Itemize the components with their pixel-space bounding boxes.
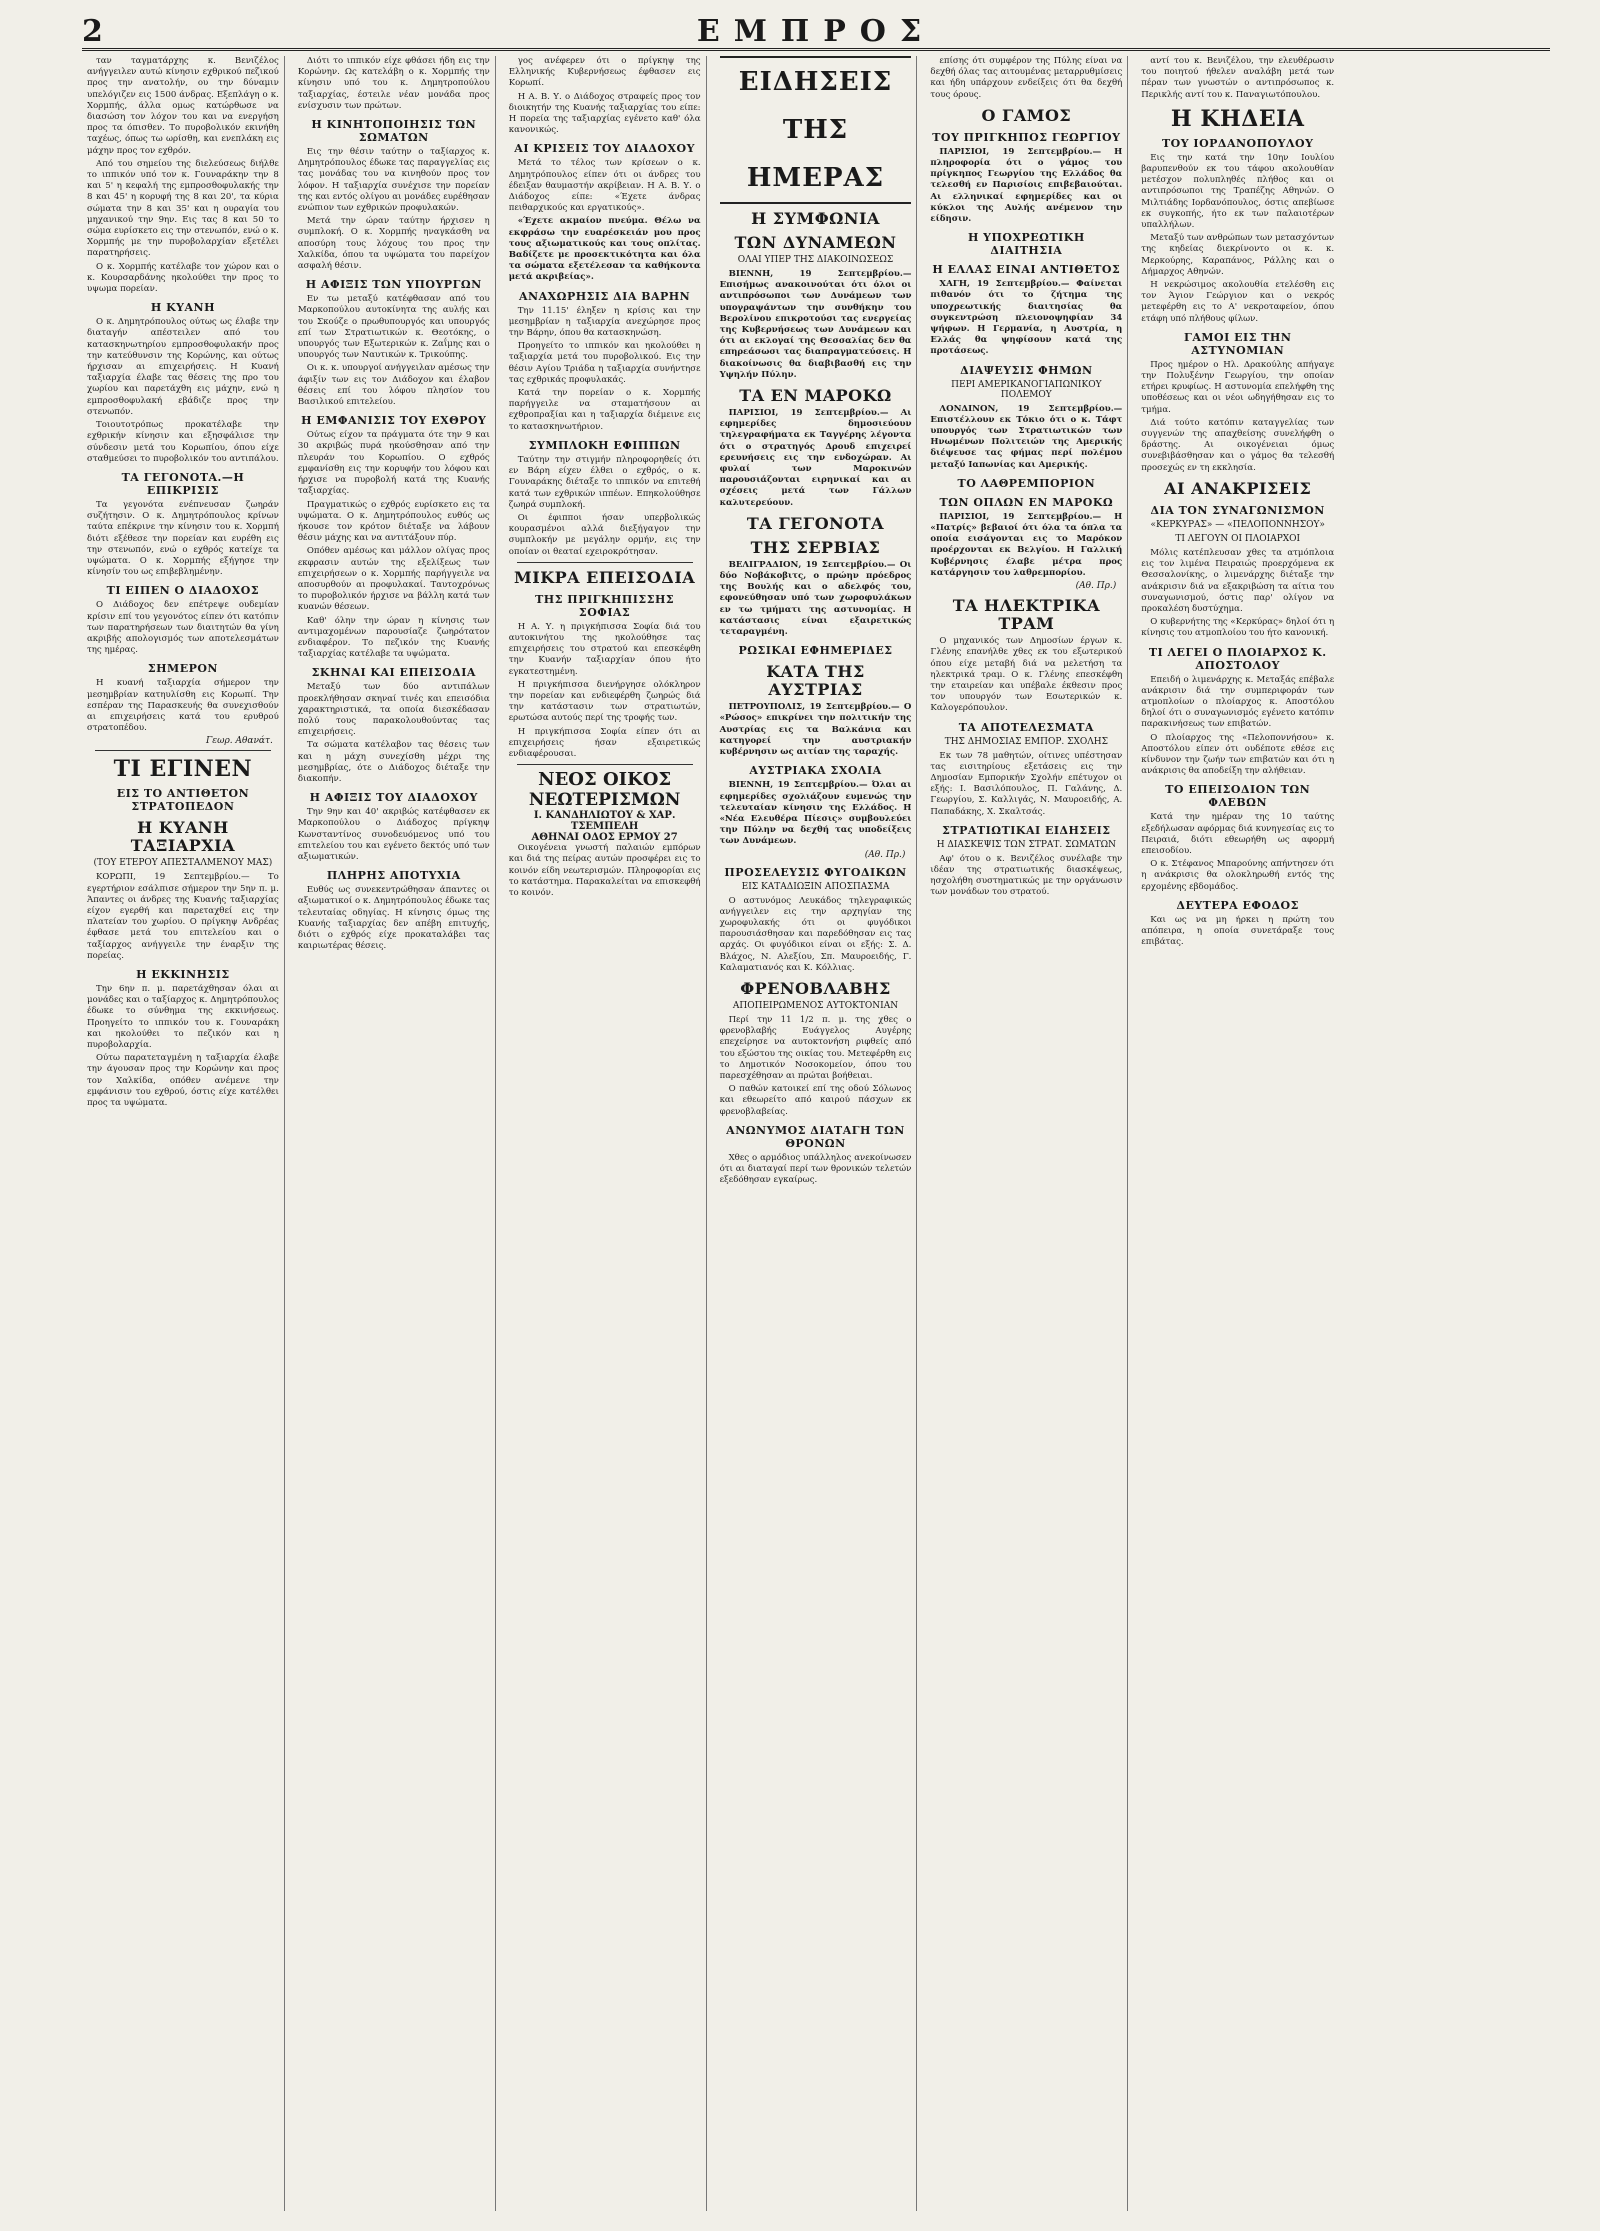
- article-text: γος ανέφερεν ότι ο πρίγκηψ της Ελληνικής Κυβερνήσεως έφθασεν εις Κορωπί.: [508, 56, 701, 89]
- article-text: Προηγείτο το ιππικόν και ηκολούθει η ταξιαρχία μετά του πυροβολικού. Εις την θέσιν Αγίου Τριάδα η ταξιαρχία συνήντησε τας εχθρικάς προφυλακάς.: [508, 341, 701, 385]
- section-heading: ΤΙ ΛΕΓΕΙ Ο ΠΛΟΙΑΡΧΟΣ Κ. ΑΠΟΣΤΟΛΟΥ: [1148, 645, 1327, 672]
- article-text: ΠΑΡΙΣΙΟΙ, 19 Σεπτεμβρίου.— Η πληροφορία ότι ο γάμος του πρίγκηπος Γεωργίου της Ελλάδος θα τελεσθή εν Παρισίοις επιβεβαιούται. Αι ελληνικαί εφημερίδες και οι κύκλοι της Αυλής ανέμενον την είδησιν.: [930, 146, 1123, 225]
- section-heading: ΤΑ ΓΕΓΟΝΟΤΑ.—Η ΕΠΙΚΡΙΣΙΣ: [121, 470, 245, 497]
- headline: Η ΚΗΔΕΙΑ: [1170, 105, 1305, 132]
- article-text: Μετά το τέλος των κρίσεων ο κ. Δημητρόπουλος είπεν ότι οι άνδρες του έδειξαν θαυμαστήν ακρίβειαν. Η Α. Β. Υ. ο Διάδοχος είπε: «Έχετε άνδρας πειθαρχικούς και εργατικούς».: [508, 158, 701, 214]
- section-subheading: ΑΠΟΠΕΙΡΩΜΕΝΟΣ ΑΥΤΟΚΤΟΝΙΑΝ: [732, 1000, 899, 1011]
- article-text: Τα γεγονότα ενέπνευσαν ζωηράν συζήτησιν. Ο κ. Δημητρόπουλος κρίνων ταύτα επέκρινε την κίνησιν του κ. Χορμπή διότι εξέθεσε την πορείαν και ευρέθη εις την στενωπόν, ενώ ο εχθρός κατείχε τα υψώματα. Ο κ. Χορμπής εξήγησε την κίνησίν του ως επιβεβλημένην.: [87, 499, 279, 578]
- columns: [82, 56, 1550, 2211]
- article-text: ΛΟΝΔΙΝΟΝ, 19 Σεπτεμβρίου.— Επιστέλλουν εκ Τόκιο ότι ο κ. Τάφτ υπουργός των Στρατιωτικών των Ηνωμένων Πολιτειών της Αμερικής διέψευσε τας φήμας περί πολέμου μεταξύ Ιαπωνίας και Αμερικής.: [930, 403, 1123, 470]
- section-subheading: ΕΙΣ ΚΑΤΑΔΙΩΞΙΝ ΑΠΟΣΠΑΣΜΑ: [741, 881, 890, 892]
- article-text: Η νεκρώσιμος ακολουθία ετελέσθη εις τον Άγιον Γεώργιον και ο νεκρός μετεφέρθη εις το Α' νεκροταφείον, όπου ετάφη υπό πλήθους φίλων.: [1141, 280, 1335, 324]
- article-text: ΒΙΕΝΝΗ, 19 Σεπτεμβρίου.— Όλαι αι εφημερίδες σχολιάζουν ευμενώς την τελευταίαν κίνησιν της Ελλάδος. Η «Νέα Ελευθέρα Πίεσις» συμβουλεύει την Πύλην να δεχθή τας υποδείξεις των Δυνάμεων.: [719, 780, 912, 847]
- article-text: Ο πλοίαρχος της «Πελοποννήσου» κ. Αποστόλου είπεν ότι ουδέποτε εθέσε εις κίνδυνον την ζωήν των επιβατών και ότι η ανάκρισις θα αποδείξη την αλήθειαν.: [1141, 732, 1335, 777]
- article-text: Τα σώματα κατέλαβον τας θέσεις των και η μάχη συνεχίσθη μέχρι της μεσημβρίας, ότε ο Διάδοχος διέταξε την διακοπήν.: [297, 740, 490, 784]
- section-heading: Η ΚΥΑΝΗ: [150, 301, 215, 315]
- article-text: Ευθύς ως συνεκεντρώθησαν άπαντες οι αξιωματικοί ο κ. Δημητρόπουλος έδωκε τας τελευταίας οδηγίας. Η κίνησις όμως της Κυανής ταξιαρχίας δεν απέβη επιτυχής, διότι ο εχθρός είχε προκαταλάβει τας καιριωτέρας θέσεις.: [297, 885, 490, 952]
- section-heading: ΔΕΥΤΕΡΑ ΕΦΟΔΟΣ: [1176, 898, 1299, 912]
- article-text: Ο κ. Χορμπής κατέλαβε τον χώρον και ο κ. Κουρσαρδάνης ηκολούθει την προς το υψωμα πορείαν.: [87, 261, 279, 295]
- section-subheading: Η ΔΙΑΣΚΕΨΙΣ ΤΩΝ ΣΤΡΑΤ. ΣΩΜΑΤΩΝ: [936, 839, 1117, 850]
- article-text: Η κυανή ταξιαρχία σήμερον την μεσημβρίαν κατηυλίσθη εις Κορωπί. Την εσπέραν της Παρασκευής θα συνεχισθούν αι επιχειρήσεις κατά του ερυθρού στρατοπέδου.: [87, 678, 279, 734]
- article-text: Την 6ην π. μ. παρετάχθησαν όλαι αι μονάδες και ο ταξίαρχος κ. Δημητρόπουλος έδωκε το σύνθημα της εκκινήσεως. Προηγείτο το ιππικόν του κ. Γουναράκη και ηκολούθει το πεζικόν και η πυροβολαρχία.: [87, 983, 279, 1050]
- column-1: [82, 56, 285, 2211]
- headline: ΑΙ ΑΝΑΚΡΙΣΕΙΣ: [1164, 478, 1312, 498]
- article-text: Ο κ. Δημητρόπουλος ούτως ως έλαβε την διαταγήν απέστειλεν από του κατασκηνωτηρίου εμπροσθοφυλακήν προς την κατεύθυνσιν της Κορώνης, και ούτως ήρχισαν αι επιχειρήσεις. Η Κυανή ταξιαρχία έλαβε τας θέσεις της προ του χωρίου και παρετάχθη εις μάχην, ενώ η εμπροσθοφυλακή εβάδιζε προς την στενωπόν.: [87, 317, 279, 417]
- column-3: [504, 56, 707, 2211]
- article-text: Κατά την ημέραν της 10 ταύτης εξεδήλωσαν αφόρμας διά κυνηγεσίας εις το Πειραιά, διότι εθεωρήθη ως αφορμή επεισοδίου.: [1141, 812, 1335, 856]
- page-number: 2: [82, 13, 103, 49]
- article-text: Εν τω μεταξύ κατέφθασαν από του Μαρκοπούλου αυτοκίνητα της αυλής και του Σκούζε ο πρωθυπουργός και υπουργός επί των Στρατιωτικών κ. Θεοτόκης, ο υπουργός των Εξωτερικών κ. Ζαΐμης και ο υπουργός των Ναυτικών κ. Τρικούπης.: [297, 294, 490, 361]
- divider: [95, 750, 271, 751]
- article-text: Τοιουτοτρόπως προκατέλαβε την εχθρικήν κίνησιν και εξησφάλισε την σύνδεσιν μετά του Κορωπίου, όπου είχε σταθμεύσει το πυροβολικόν του αντιπάλου.: [87, 420, 279, 464]
- advertisement: [509, 769, 701, 843]
- article-text: Εις την θέσιν ταύτην ο ταξίαρχος κ. Δημητρόπουλος έδωκε τας παραγγελίας εις τας μονάδας του να κινηθούν προς τον λόφον. Η ταξιαρχία συνέχισε την πορείαν της και εντός ολίγου αι μονάδες ευρέθησαν ενώπιον των εχθρικών προφυλακών.: [297, 147, 490, 214]
- article-text: Η πριγκήπισσα Σοφία είπεν ότι αι επιχειρήσεις ήσαν εξαιρετικώς ενδιαφέρουσαι.: [508, 726, 701, 759]
- section-subheading: ΤΗΣ ΔΗΜΟΣΙΑΣ ΕΜΠΟΡ. ΣΧΟΛΗΣ: [944, 736, 1108, 747]
- article-text: Ο αστυνόμος Λευκάδος τηλεγραφικώς ανήγγειλεν εις την αρχηγίαν της χωροφυλακής ότι οι φυγόδικοι παρουσιάσθησαν και παρεδόθησαν εις τας αρχάς. Οι φυγόδικοι είναι οι εξής: Σ. Δ. Βλάχος, Ν. Αλεξίου, Σπ. Μαυροειδής, Γ. Καλαματιανός και Κ. Κόλλιας.: [719, 895, 912, 973]
- section-heading: ΠΡΟΣΕΛΕΥΣΙΣ ΦΥΓΟΔΙΚΩΝ: [724, 865, 907, 879]
- divider: [517, 764, 693, 765]
- headline: Ο ΓΑΜΟΣ: [981, 105, 1072, 125]
- article-text: Ο παθών κατοικεί επί της οδού Σόλωνος και εθεωρείτο από καιρού πάσχων εκ φρενοβλαβείας.: [719, 1084, 912, 1117]
- article-text: Ταύτην την στιγμήν πληροφορηθείς ότι εν Βάρη είχεν έλθει ο εχθρός, ο κ. Γουναράκης διέταξε το ιππικόν να επιτεθή κατά των εχθρικών ιππέων. Επηκολούθησε ζωηρά συμπλοκή.: [508, 454, 701, 510]
- article-text: Μεταξύ των δύο αντιπάλων προεκλήθησαν σκηναί τινές και επεισόδια χαρακτηριστικά, τα οποία διεσκέδασαν πολύ τους παρακολουθούντας τας επιχειρήσεις.: [297, 682, 490, 738]
- headline-sub: ΔΙΑ ΤΟΝ ΣΥΝΑΓΩΝΙΣΜΟΝ: [1150, 503, 1325, 517]
- ad-owners: Ι. ΚΑΝΔΗΛΙΩΤΟΥ & ΧΑΡ. ΤΣΕΜΠΕΛΗ: [533, 810, 676, 833]
- ad-title: ΝΕΟΣ ΟΙΚΟΣ: [538, 769, 672, 791]
- headline: ΤΑ ΕΝ ΜΑΡΟΚΩ: [739, 386, 892, 406]
- article-text: αντί του κ. Βενιζέλου, την ελευθέρωσιν του ποιητού ήθελεν αναλάβη μετά των πέραν των γνωστών ο αντιπρόσωπος κ. Περικλής αντί του κ. Παναγιωτόπουλου.: [1141, 56, 1335, 100]
- headline-sub: ΤΟΥ ΠΡΙΓΚΗΠΟΣ ΓΕΩΡΓΙΟΥ: [932, 130, 1121, 144]
- headline: Η ΣΥΜΦΩΝΙΑ: [751, 209, 880, 228]
- column-5: [925, 56, 1128, 2211]
- article-text: ΠΑΡΙΣΙΟΙ, 19 Σεπτεμβρίου.— Η «Πατρίς» βεβαιοί ότι όλα τα όπλα τα οποία εισάγονται εις το Μαρόκον προέρχονται εκ Βελγίου. Η Γαλλική Κυβέρνησις έλαβε μέτρα προς κατάργησιν του λαθρεμπορίου.: [930, 511, 1123, 578]
- article-text: Εις την κατά την 10ην Ιουλίου βαρυπενθούν εκ του τάφου ακολουθίαν μετέσχον πολυπληθές πλήθος και οι αντιπρόσωποι της Τραπέζης Αθηνών. Ο Μιλτιάδης Ιορδανόπουλος, όστις απεβίωσε εκ συγκοπής, ήτο εκ των παλαιοτέρων υπαλλήλων.: [1141, 152, 1335, 231]
- newspaper-title: ΕΜΠΡΟΣ: [696, 13, 936, 49]
- article-text: Μεταξύ των ανθρώπων των μετασχόντων της κηδείας διεκρίνοντο οι κ. κ. Μερκούρης, Καραπάνος, Ράλλης και ο Δήμαρχος Αθηνών.: [1141, 233, 1335, 277]
- article-text: Η Α. Β. Υ. ο Διάδοχος στραφείς προς τον διοικητήν της Κυανής ταξιαρχίας του είπε: Η πορεία της ταξιαρχίας εγένετο καθ' όλα κανονικώς.: [508, 91, 701, 136]
- headline-sub: ΟΛΑΙ ΥΠΕΡ ΤΗΣ ΔΙΑΚΟΙΝΩΣΕΩΣ: [737, 255, 894, 265]
- byline: (ΤΟΥ ΕΤΕΡΟΥ ΑΠΕΣΤΑΛΜΕΝΟΥ ΜΑΣ): [93, 858, 273, 869]
- section-heading: Η ΥΠΟΧΡΕΩΤΙΚΗ ΔΙΑΙΤΗΣΙΑ: [967, 231, 1085, 258]
- article-text: ΚΟΡΩΠΙ, 19 Σεπτεμβρίου.— Το εγερτήριον εσάλπισε σήμερον την 5ην π. μ. Άπαντες οι άνδρες της Κυανής ταξιαρχίας είχον εγερθή και παρεταχθεί εις την πλατείαν του χωρίου. Ο πρίγκηψ Ανδρέας έφθασε μετά του επιτελείου και ο ταξίαρχος ανήγγειλε την έναρξιν της πορείας.: [87, 872, 279, 961]
- article-text: Κατά την πορείαν ο κ. Χορμπής παρήγγειλε να σταματήσουν αι εχθροπραξίαι και η ταξιαρχία διέμεινε εις το κατασκηνωτήριον.: [508, 388, 701, 432]
- article-text: ΒΕΛΙΓΡΑΔΙΟΝ, 19 Σεπτεμβρίου.— Οι δύο Νοβάκοβιτς, ο πρώην πρόεδρος της Βουλής και ο αδελφός του, εφονεύθησαν υπό των χωροφυλάκων εν τω τμήματι της αστυνομίας. Η κατάστασις είναι εξαιρετικώς τεταραγμένη.: [719, 559, 912, 638]
- article-text: επίσης ότι συμφέρον της Πύλης είναι να δεχθή όλας τας αιτουμένας μεταρρυθμίσεις και ήδη υπάρχουν ενδείξεις ότι θα δεχθή τους όρους.: [930, 56, 1123, 100]
- headline-sub: «ΚΕΡΚΥΡΑΣ» — «ΠΕΛΟΠΟΝΝΗΣΟΥ»: [1150, 519, 1325, 530]
- headline: ΦΡΕΝΟΒΛΑΒΗΣ: [740, 978, 891, 998]
- section-heading: Η ΕΚΚΙΝΗΣΙΣ: [136, 967, 230, 981]
- headline: ΤΗΣ ΣΕΡΒΙΑΣ: [750, 537, 881, 557]
- section-heading: ΤΑ ΑΠΟΤΕΛΕΣΜΑΤΑ: [958, 720, 1094, 734]
- section-title: ΕΙΔΗΣΕΙΣ ΤΗΣ ΗΜΕΡΑΣ: [720, 56, 912, 204]
- article-text: Διότι το ιππικόν είχε φθάσει ήδη εις την Κορώνην. Ως κατελάβη ο κ. Χορμπής την κίνησιν υπό του κ. Δημητροπούλου ταξιαρχίας, έστειλε νέαν μονάδα προς ενίσχυσιν των πρώτων.: [297, 56, 490, 111]
- section-heading: ΠΛΗΡΗΣ ΑΠΟΤΥΧΙΑ: [326, 869, 461, 883]
- article-text: Ο Διάδοχος δεν επέτρεψε ουδεμίαν κρίσιν επί του γεγονότος είπεν ότι κατόπιν των παρατηρήσεων των διαιτητών θα γίνη ακριβής απολογισμός των αποτελεσμάτων της ημέρας.: [87, 600, 279, 656]
- section-heading: Η ΑΦΙΞΙΣ ΤΩΝ ΥΠΟΥΡΓΩΝ: [305, 278, 482, 292]
- section-heading: ΣΚΗΝΑΙ ΚΑΙ ΕΠΕΙΣΟΔΙΑ: [311, 666, 476, 680]
- article-text: Επειδή ο λιμενάρχης κ. Μεταξάς επέβαλε ανάκρισιν διά την συμπεριφοράν των ατμοπλοίων ο πλοίαρχος κ. Αποστόλου δηλοί ότι ο συναγωνισμός εγένετο κατόπιν παρακινήσεως των επιβατών.: [1141, 674, 1335, 730]
- article-text: Οικογένεια γνωστή παλαιών εμπόρων και διά της πείρας αυτών προσφέρει εις το κοινόν είδη νεωτερισμών. Πληροφορίαι εις το κατάστημα. Παρακαλείται να επισκεφθή το κοινόν.: [508, 843, 701, 898]
- article-text: Προς ημέρον ο Ηλ. Δρακούλης απήγαγε την Πολυξένην Γεωργίου, την οποίαν ετήρει κρυφίως. Η αστυνομία επελήφθη της υποθέσεως και οι νέοι ωδηγήθησαν εις το τμήμα.: [1141, 359, 1335, 415]
- article-text: Πραγματικώς ο εχθρός ευρίσκετο εις τα υψώματα. Ο κ. Δημητρόπουλος ευθύς ως ήκουσε τον κρότον διέταξε να λάβουν θέσιν μάχης και να αντιτάξουν πύρ.: [297, 499, 490, 544]
- headline: ΤΑ ΗΛΕΚΤΡΙΚΑ ΤΡΑΜ: [952, 596, 1100, 634]
- article-text: Από του σημείου της διελεύσεως διήλθε το ιππικόν υπό τον κ. Γουναράκην την 8 και 5' η κεφαλή της εμπροσθοφυλακής την 8 και 45' η κορυφή της 8 και 20', τα κύρια σώματα την 8 και 35' και η ουραγία του μηχανικού την 9ην. Εις τας 8 και 50 το σώμα ευρίσκετο εις την στενωπόν, ενώ ο κ. Χορμπής με την πυροβολαρχίαν εξετέλει παρατηρήσεις.: [87, 158, 279, 259]
- article-text: Καθ' όλην την ώραν η κίνησις των αντιμαχομένων παρουσίαζε ζωηρότατον ενδιαφέρον. Το πεζικόν της Κυανής ταξιαρχίας κατέλαβε τα υψώματα.: [297, 615, 490, 660]
- headline-sub: Η ΚΥΑΝΗ ΤΑΞΙΑΡΧΙΑ: [130, 818, 236, 856]
- headline: ΡΩΣΙΚΑΙ ΕΦΗΜΕΡΙΔΕΣ: [738, 644, 893, 658]
- headline: ΚΑΤΑ ΤΗΣ ΑΥΣΤΡΙΑΣ: [766, 662, 865, 700]
- divider: [517, 562, 693, 563]
- section-heading: ΓΑΜΟΙ ΕΙΣ ΤΗΝ ΑΣΤΥΝΟΜΙΑΝ: [1184, 330, 1292, 357]
- article-text: Ο μηχανικός των Δημοσίων έργων κ. Γλένης επανήλθε χθες εκ του εξωτερικού όπου είχε μεταβή διά να μελετήση τα ηλεκτρικά τραμ. Ο κ. Γλένης επεσκέφθη την εταιρείαν και υπέβαλε έκθεσιν προς τον υπουργόν των Εσωτερικών κ. Καλογερόπουλον.: [930, 636, 1123, 714]
- headline: ΤΙ ΕΓΙΝΕΝ: [113, 756, 253, 783]
- section-heading: ΤΙ ΕΙΠΕΝ Ο ΔΙΑΔΟΧΟΣ: [106, 584, 260, 598]
- article-text: Η πριγκήπισσα διενήργησε ολόκληρον την πορείαν και ενδιεφέρθη ζωηρώς διά την κατάστασιν των στρατιωτών, ερωτώσα αυτούς περί της τροφής των.: [508, 679, 701, 724]
- article-text: ταν ταγματάρχης κ. Βενιζέλος ανήγγειλεν αυτώ κίνησιν εχθρικού πεζικού προς την ανατολήν, ου την δύναμιν υπελόγιζεν εις 1500 άνδρας. Εξεπλάγη ο κ. Χορμπής, άλλα ομως κατώρθωσε να διασώση τον λόχον του και να ενεργήση προς τα όπισθεν. Το πυροβολικόν εκινήθη ταχέως, όπως τω ωρίσθη, και ενεπλάκη εις μάχην προς τον εχθρόν.: [87, 56, 279, 156]
- article-text: Χθες ο αρμόδιος υπάλληλος ανεκοίνωσεν ότι αι διαταγαί περί των θρονικών τελετών εξεδόθησαν εγκαίρως.: [719, 1152, 912, 1186]
- headline-sub: ΤΙ ΛΕΓΟΥΝ ΟΙ ΠΛΟΙΑΡΧΟΙ: [1175, 533, 1301, 544]
- article-text: Μόλις κατέπλευσαν χθες τα ατμόπλοια εις τον λιμένα Πειραιώς προερχόμενα εκ Θεσσαλονίκης, ο λιμενάρχης διέταξε την ανάκρισιν διά να εξακριβώση τα αίτια του συναγωνισμού, όστις παρ' ολίγον να προκαλέση δυστύχημα.: [1141, 547, 1335, 614]
- section-heading: ΑΝΑΧΩΡΗΣΙΣ ΔΙΑ ΒΑΡΗΝ: [519, 289, 691, 303]
- article-text: Διά τούτο κατόπιν καταγγελίας των συγγενών της απαχθείσης συνελήφθη ο δράστης. Αι οικογένειαι όμως συνεβιβάσθησαν και ο γάμος θα τελεσθή προσεχώς εν τη εκκλησία.: [1141, 417, 1335, 473]
- article-text: Μετά την ώραν ταύτην ήρχισεν η συμπλοκή. Ο κ. Χορμπής ηναγκάσθη να αποσύρη τους λόχους του προς την Χαλκίδα, όπου τα υψώματα του παρείχον ασφαλή θέσιν.: [297, 216, 490, 272]
- article-text: Περί την 11 1/2 π. μ. της χθες ο φρενοβλαβής Ευάγγελος Αυγέρης επεχείρησε να αυτοκτονήση ριφθείς από του εξώστου της οικίας του. Μετεφέρθη εις το Δημοτικόν Νοσοκομείον, όπου του παρεσχέθησαν αι πρώται βοήθειαι.: [719, 1014, 912, 1081]
- column-4: [715, 56, 918, 2211]
- section-heading: ΤΩΝ ΟΠΛΩΝ ΕΝ ΜΑΡΟΚΩ: [939, 495, 1114, 509]
- source: (Αθ. Πρ.): [1075, 581, 1117, 592]
- article-text: Αφ' ότου ο κ. Βενιζέλος συνέλαβε την ιδέαν της στρατιωτικής διασκέψεως, ησχολήθη συστηματικώς με την οργάνωσιν των μονάδων του στρατού.: [930, 853, 1123, 898]
- section-subheading: ΠΕΡΙ ΑΜΕΡΙΚΑΝΟΓΙΑΠΩΝΙΚΟΥ ΠΟΛΕΜΟΥ: [951, 379, 1102, 400]
- headline-sub: ΤΟΥ ΙΟΡΔΑΝΟΠΟΥΛΟΥ: [1161, 136, 1314, 150]
- article-text: ΒΙΕΝΝΗ, 19 Σεπτεμβρίου.— Επισήμως ανακοινούται ότι όλοι οι αντιπρόσωποι των Δυνάμεων των υπογραψάντων την συνθήκην του Βερολίνου επικροτούσι τας ενεργείας της Κυβερνήσεως των Δυνάμεων και ότι αι εκλογαί της Θεσσαλίας δεν θα επηρεάσωσι τας διαπραγματεύσεις. Η διακοίνωσις θα διαβιβασθή εις την Υψηλήν Πύλην.: [719, 269, 912, 380]
- article-text: Την 11.15' έληξεν η κρίσις και την μεσημβρίαν η ταξιαρχία ανεχώρησε προς την Βάρην, όπου θα κατασκηνώση.: [508, 305, 701, 339]
- article-text: ΧΑΓΗ, 19 Σεπτεμβρίου.— Φαίνεται πιθανόν ότι το ζήτημα της υποχρεωτικής διαιτησίας θα συγκεντρώση πλειονοψηφίαν 34 ψήφων. Η Γερμανία, η Αυστρία, η Ελλάς θα ψηφίσουν κατά της προτάσεως.: [930, 279, 1123, 357]
- article-text: Οι έφιπποι ήσαν υπερβολικώς κουρασμένοι αλλά διεξήγαγον την συμπλοκήν με μεγάλην ορμήν, εις την οποίαν οι θεαταί εχειροκρότησαν.: [508, 512, 701, 557]
- ad-address: ΑΘΗΝΑΙ ΟΔΟΣ ΕΡΜΟΥ 27: [531, 832, 678, 844]
- article-text: Η Α. Υ. η πριγκήπισσα Σοφία διά του αυτοκινήτου της ηκολούθησε τας επιχειρήσεις του στρατού και επεσκέφθη την Κυανήν ταξιαρχίαν όπου ήτο εγκατεστημένη.: [508, 621, 701, 677]
- section-heading: ΣΤΡΑΤΙΩΤΙΚΑΙ ΕΙΔΗΣΕΙΣ: [942, 823, 1111, 837]
- headline-sub: ΤΗΣ ΠΡΙΓΚΗΠΙΣΣΗΣ ΣΟΦΙΑΣ: [535, 592, 675, 619]
- section-heading: Η ΕΜΦΑΝΙΣΙΣ ΤΟΥ ΕΧΘΡΟΥ: [301, 414, 487, 428]
- source: (Αθ. Πρ.): [864, 849, 906, 860]
- article-text: ΠΕΤΡΟΥΠΟΛΙΣ, 19 Σεπτεμβρίου.— Ο «Ρώσος» επικρίνει την πολιτικήν της Αυστρίας εις τα Βαλκάνια και κατηγορεί την αυστριακήν κυβέρνησιν ως αιτίαν της ταραχής.: [719, 702, 912, 758]
- headline-sub: ΕΙΣ ΤΟ ΑΝΤΙΘΕΤΟΝ ΣΤΡΑΤΟΠΕΔΟΝ: [116, 787, 250, 814]
- section-heading: ΑΝΩΝΥΜΟΣ ΔΙΑΤΑΓΗ ΤΩΝ ΘΡΟΝΩΝ: [726, 1123, 905, 1150]
- section-heading: ΤΟ ΕΠΕΙΣΟΔΙΟΝ ΤΩΝ ΦΛΕΒΩΝ: [1165, 783, 1311, 810]
- section-heading: ΔΙΑΨΕΥΣΙΣ ΦΗΜΩΝ: [960, 363, 1093, 377]
- section-heading: ΤΟ ΛΑΘΡΕΜΠΟΡΙΟΝ: [957, 476, 1096, 490]
- masthead: [82, 14, 1550, 51]
- section-heading: ΣΗΜΕΡΟΝ: [147, 662, 218, 676]
- article-text: Ούτως είχον τα πράγματα ότε την 9 και 30 ακριβώς πυρά ηκούσθησαν από την πλευράν του Κορωπίου. Ο εχθρός εμφανίσθη εις την κορυφήν του λόφου και ήρχισε να πυροβολή κατά της Κυανής ταξιαρχίας.: [297, 430, 490, 497]
- headline: ΤΑ ΓΕΓΟΝΟΤΑ: [746, 513, 885, 533]
- headline: ΜΙΚΡΑ ΕΠΕΙΣΟΔΙΑ: [514, 567, 696, 587]
- headline: ΑΥΣΤΡΙΑΚΑ ΣΧΟΛΙΑ: [749, 764, 882, 778]
- section-heading: Η ΕΛΛΑΣ ΕΙΝΑΙ ΑΝΤΙΘΕΤΟΣ: [932, 263, 1121, 277]
- column-2: [293, 56, 496, 2211]
- section-heading: Η ΚΙΝΗΤΟΠΟΙΗΣΙΣ ΤΩΝ ΣΩΜΑΤΩΝ: [311, 118, 477, 145]
- article-text: Ούτω παρατεταγμένη η ταξιαρχία έλαβε την άγουσαν προς την Κορώνην και προς τον Χαλκίδα, οπόθεν ανέμενε την εμφάνισιν του εχθρού, όστις είχε κατέλθει προς τα υψώματα.: [87, 1053, 279, 1109]
- article-text: «Έχετε ακμαίον πνεύμα. Θέλω να εκφράσω την ευαρέσκειάν μου προς τους αξιωματικούς και τους οπλίτας. Βαδίζετε με προσεκτικότητα και όλα τα σώματα εξετέλεσαν τα καθήκοντα μετά ακριβείας».: [508, 216, 701, 283]
- article-text: Εκ των 78 μαθητών, οίτινες υπέστησαν τας εισιτηρίους εξετάσεις εις την Δημοσίαν Εμπορικήν Σχολήν επέτυχον οι εξής: Ι. Βασιλόπουλος, Π. Γαλάνης, Δ. Γεωργίου, Σ. Καλλιγάς, Ν. Μαυροειδής, Α. Παπαδάκης, Χ. Σκαλτσάς.: [930, 750, 1123, 817]
- article-text: Ο κυβερνήτης της «Κερκύρας» δηλοί ότι η κίνησις του ατμοπλοίου του ήτο κανονική.: [1141, 617, 1335, 639]
- article-text: Οι κ. κ. υπουργοί ανήγγειλαν αμέσως την άφιξίν των εις τον Διάδοχον και έλαβον θέσεις επί του λόφου πλησίον του Βασιλικού επιτελείου.: [297, 363, 490, 408]
- article-text: Οπόθεν αμέσως και μάλλον ολίγας προς εκφρασιν αυτών της εξελίξεως των επιχειρήσεων ο κ. Χορμπής παρήγγειλε να αποσυρθούν αι προφυλακαί. Ταυτοχρόνως το πυροβολικόν ήρχισε να βάλλη κατά των κυανών θέσεων.: [297, 546, 490, 613]
- section-heading: ΣΥΜΠΛΟΚΗ ΕΦΙΠΠΩΝ: [528, 438, 681, 452]
- article-text: ΠΑΡΙΣΙΟΙ, 19 Σεπτεμβρίου.— Αι εφημερίδες δημοσιεύουν τηλεγραφήματα εκ Ταγγέρης λέγοντα ότι ο στρατηγός Δρουδ επιχειρεί ερευνήσεις εις την ενδοχώραν. Αι φυλαί των Μαροκινών παρουσιάζονται ειρηνικαί και αι σχέσεις μετά των Γάλλων καλυτερεύουν.: [719, 408, 912, 508]
- article-text: Ο κ. Στέφανος Μπαρούνης απήντησεν ότι η ανάκρισις θα ολοκληρωθή εντός της ερχομένης εβδομάδος.: [1141, 859, 1335, 892]
- column-6: [1136, 56, 1339, 2211]
- signature: Γεωρ. Αθανάτ.: [206, 736, 273, 747]
- section-heading: Η ΑΦΙΞΙΣ ΤΟΥ ΔΙΑΔΟΧΟΥ: [309, 791, 478, 805]
- article-text: Και ως να μη ήρκει η πρώτη του απόπειρα, η οποία συνετάραξε τους επιβάτας.: [1141, 914, 1335, 948]
- section-heading: ΑΙ ΚΡΙΣΕΙΣ ΤΟΥ ΔΙΑΔΟΧΟΥ: [514, 142, 695, 156]
- ad-subtitle: ΝΕΩΤΕΡΙΣΜΩΝ: [528, 790, 681, 811]
- article-text: Την 9ην και 40' ακριβώς κατέφθασεν εκ Μαρκοπούλου ο Διάδοχος πρίγκηψ Κωνσταντίνος συνοδευόμενος υπό του επιτελείου του και εγένετο δεκτός υπό των αξιωματικών.: [297, 807, 490, 862]
- headline: ΤΩΝ ΔΥΝΑΜΕΩΝ: [734, 233, 897, 252]
